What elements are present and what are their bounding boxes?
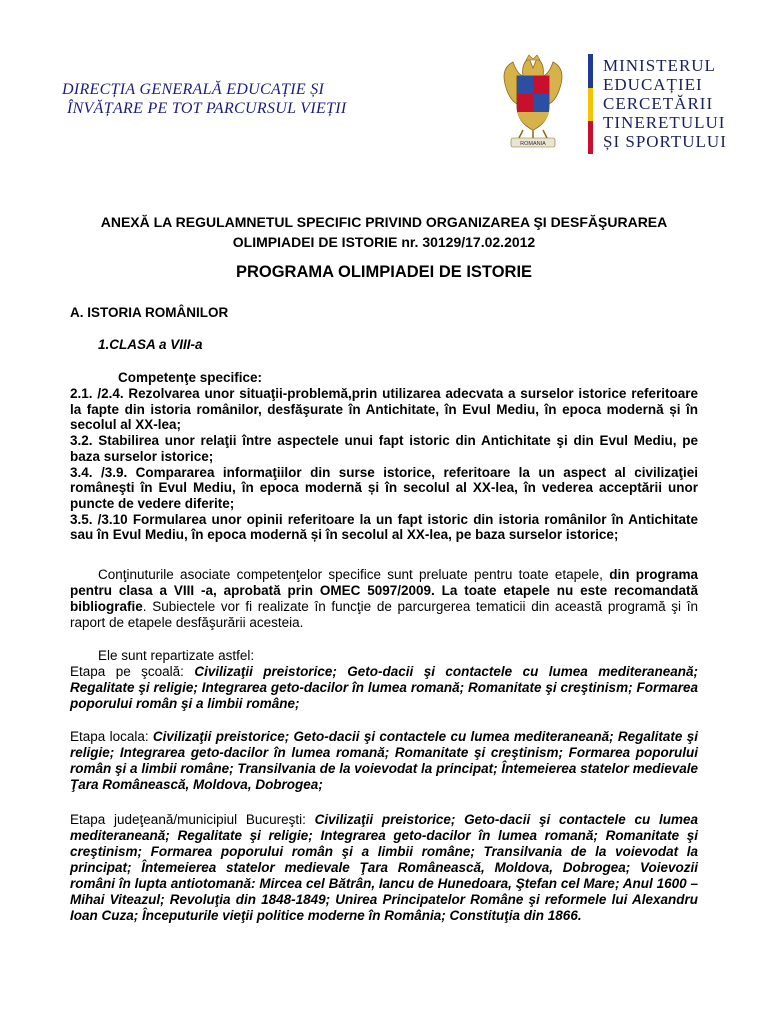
stage-local: [70, 729, 698, 793]
program-title: PROGRAMA OLIMPIADEI DE ISTORIE: [235, 263, 533, 281]
ministry-line: ȘI SPORTULUI: [603, 132, 727, 151]
contents-text: Conţinuturile asociate competenţelor specifice sunt preluate pentru toate etapele,: [98, 567, 610, 582]
directorate-name: [62, 80, 347, 118]
stage-topics: Civilizaţii preistorice; Geto-dacii şi contactele cu lumea mediteraneană; Regalitate şi religie; Integrarea geto-dacilor în lumea romană; Romanitate şi creştinism; Formarea poporului român şi a limbii române;: [70, 664, 698, 711]
tricolour-red: [588, 121, 593, 154]
ministry-name: [603, 56, 727, 151]
annex-title-line-1: ANEXĂ LA REGULAMNETUL SPECIFIC PRIVIND ORGANIZAREA ŞI DESFĂŞURAREA: [100, 214, 668, 230]
tricolour-bar: [588, 54, 593, 154]
section-heading: A. ISTORIA ROMÂNILOR: [70, 305, 229, 320]
class-heading: 1.CLASA a VIII-a: [98, 337, 203, 352]
directorate-line-1: DIRECȚIA GENERALĂ EDUCAȚIE ȘI: [62, 81, 325, 98]
stage-school: [70, 664, 698, 712]
stage-topics: Civilizaţii preistorice; Geto-dacii şi contactele cu lumea mediteraneană; Regalitate şi religie; Integrarea geto-dacilor în lumea romană; Romanitate şi creştinism; Formarea poporului român şi a limbii române; Transilvania de la voievodat la principat; Întemeierea statelor medievale Ţara Românească, Moldova, Dobrogea; Voievozii români în lupta antiotomană: Mircea cel Bătrân, Iancu de Hunedoara, Ştefan cel Mare; Anul 1600 – Mihai Viteazul; Revoluţia din 1848-1849; Unirea Principatelor Române şi reformele lui Alexandru Ioan Cuza; Începuturile vieţii politice moderne în România; Constituţia din 1866.: [70, 812, 698, 923]
competence-item: 3.2. Stabilirea unor relaţii între aspectele unui fapt istoric din Antichitate şi din Evul Mediu, pe baza surselor istorice;: [70, 433, 698, 464]
tricolour-blue: [588, 54, 593, 88]
annex-title: [40, 212, 728, 252]
ministry-line: CERCETĂRII: [603, 94, 714, 113]
ministry-line: EDUCAȚIEI: [603, 75, 703, 94]
emblem-caption: ROMANIA: [520, 141, 546, 147]
competence-item: 2.1. /2.4. Rezolvarea unor situaţii-problemă,prin utilizarea adecvata a surselor istorice referitoare la fapte din istoria românilor, desfăşurate în Antichitate, în Evul Mediu, în epoca modernă și în secolul al XX-lea;: [70, 386, 698, 433]
ministry-line: TINERETULUI: [603, 113, 726, 132]
stage-label: Etapa judeţeană/municipiul Bucureşti:: [70, 812, 315, 827]
coat-of-arms-icon: [499, 54, 567, 148]
contents-text-bold: din programa pentru clasa a VIII -a, aprobată prin OMEC 5097/2009. La toate etapele nu este recomandată bibliografie: [70, 567, 698, 614]
annex-title-line-2: OLIMPIADEI DE ISTORIE nr. 30129/17.02.2012: [232, 234, 536, 250]
stage-topics: Civilizaţii preistorice; Geto-dacii şi contactele cu lumea mediteraneană; Regalitate şi religie; Integrarea geto-dacilor în lumea romană; Romanitate şi creştinism; Formarea poporului român şi a limbii române; Transilvania de la voievodat la principat; Întemeierea statelor medievale Ţara Românească, Moldova, Dobrogea;: [70, 729, 698, 792]
ministry-line: MINISTERUL: [603, 56, 716, 75]
distribution-intro: [70, 648, 698, 664]
directorate-line-2: ÎNVĂȚARE PE TOT PARCURSUL VIEȚII: [67, 100, 347, 117]
stage-label: Etapa locala:: [70, 729, 153, 744]
stage-county: [70, 812, 698, 924]
contents-paragraph: [70, 567, 698, 631]
stage-label: Etapa pe şcoală:: [70, 664, 195, 679]
competence-item: 3.4. /3.9. Compararea informaţiilor din surse istorice, referitoare la un aspect al civilizaţiei româneşti în Evul Mediu, în epoca modernă și în secolul al XX-lea, în vederea acceptării unor puncte de vedere diferite;: [70, 464, 698, 511]
tricolour-yellow: [588, 88, 593, 121]
contents-text-end: . Subiectele vor fi realizate în funcţie de parcurgerea tematicii din această programă şi în raport de etapele desfăşurării acesteia.: [70, 599, 698, 630]
distribution-intro-text: Ele sunt repartizate astfel:: [98, 648, 255, 663]
competences-heading: Competenţe specifice:: [118, 370, 263, 385]
competence-item: 3.5. /3.10 Formularea unor opinii referitoare la un fapt istoric din istoria românilor în Antichitate sau în Evul Mediu, în epoca modernă și în secolul al XX-lea, pe baza surselor istorice;: [70, 511, 698, 543]
competences-list: [70, 386, 698, 543]
